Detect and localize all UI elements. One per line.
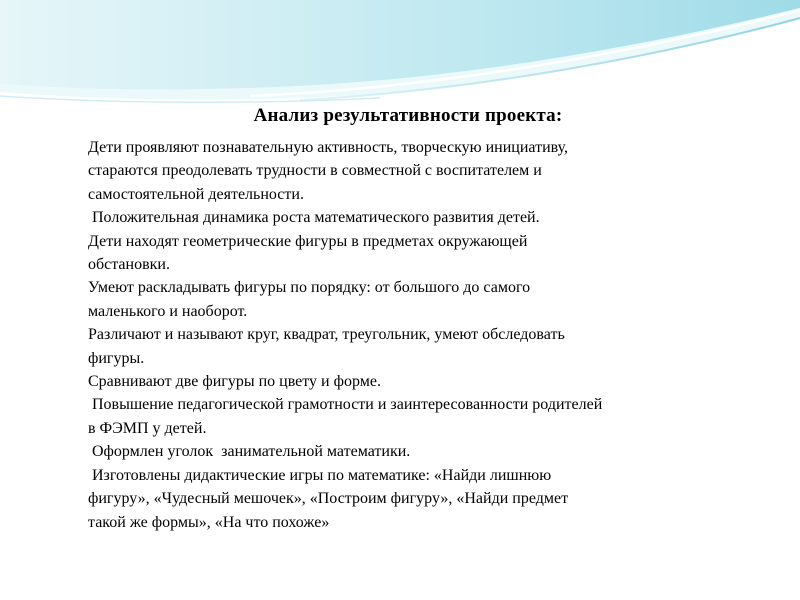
body-line: Положительная динамика роста математического развития детей. [88, 209, 540, 227]
body-line: обстановки. [88, 256, 170, 274]
body-line: самостоятельной деятельности. [88, 185, 304, 203]
slide-title: Анализ результативности проекта: [253, 105, 563, 126]
body-line: Различают и называют круг, квадрат, треугольник, умеют обследовать [88, 326, 565, 344]
body-line: Повышение педагогической грамотности и заинтересованности родителей [88, 396, 603, 414]
slide-content [88, 104, 728, 534]
body-line: стараются преодолевать трудности в совместной с воспитателем и [88, 162, 542, 180]
header-wave-decoration [0, 0, 800, 110]
body-line: в ФЭМП у детей. [88, 419, 207, 437]
body-line: фигуру», «Чудесный мешочек», «Построим фигуру», «Найди предмет [88, 490, 569, 508]
body-line: Дети находят геометрические фигуры в предметах окружающей [88, 232, 528, 250]
body-line: Дети проявляют познавательную активность, творческую инициативу, [88, 139, 569, 156]
body-line: фигуры. [88, 349, 145, 367]
slide-body [88, 136, 728, 534]
body-line: Изготовлены дидактические игры по математике: «Найди лишнюю [88, 466, 552, 484]
body-line: Умеют раскладывать фигуры по порядку: от большого до самого [88, 279, 531, 297]
body-line: Оформлен уголок занимательной математики. [88, 443, 411, 461]
body-line: такой же формы», «На что похоже» [88, 513, 330, 531]
body-line: Сравнивают две фигуры по цвету и форме. [88, 373, 381, 391]
body-line: маленького и наоборот. [88, 302, 248, 320]
